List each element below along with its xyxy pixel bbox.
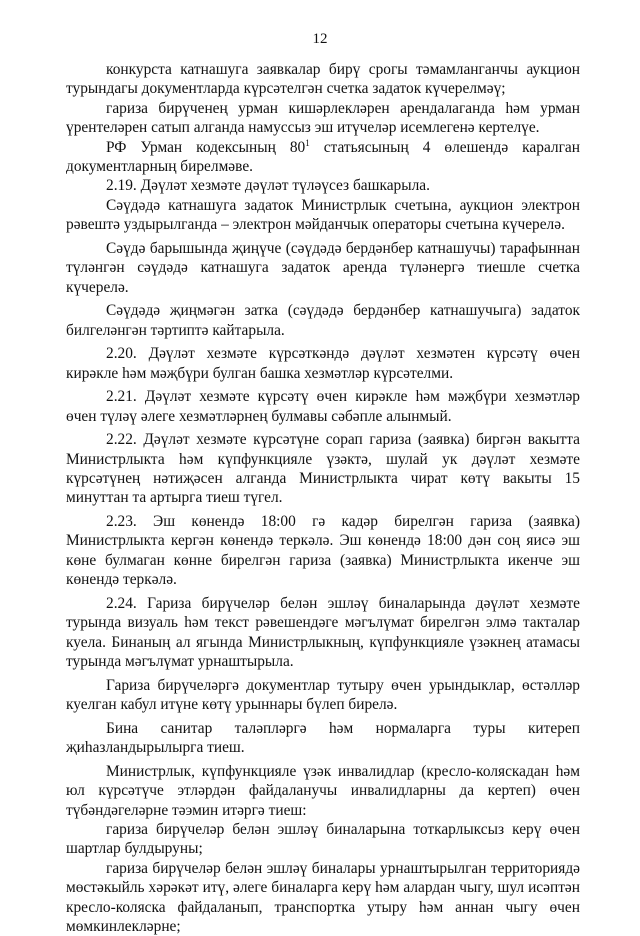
paragraph: гариза бирүченең урман кишәрлекләрен арендалаганда һәм урман үрентеләрен сатып алганда намуссыз эш итүчеләр исемлегенә кертелүе. xyxy=(66,99,580,137)
paragraph-text: статьясының 4 өлешендә каралган документларның бирелмәве. xyxy=(66,138,580,176)
paragraph: гариза бирүчеләр белән эшләү биналары урнаштырылган территориядә мөстәкыйль хәрәкәт итү, әлеге биналарга керү һәм алардан чыгу, шул исәптән кресло-коляска файдаланып, транспортка утыру һәм аннан чыгу өчен мөмкинлекләрне; xyxy=(66,859,580,935)
paragraph: Гариза бирүчеләргә документлар тутыру өчен урындыклар, өстәлләр куелган кабул итүне көтү урыннары бүлеп бирелә. xyxy=(66,676,580,714)
superscript: 1 xyxy=(305,137,310,148)
document-body xyxy=(66,60,580,936)
paragraph: Сәүдәдә катнашуга задаток Министрлык счетына, аукцион электрон рәвештә уздырылганда – электрон мәйданчык операторы счетына күчерелә. xyxy=(66,196,580,234)
paragraph: Бина санитар таләпләргә һәм нормаларга туры китереп җиһазландырылырга тиеш. xyxy=(66,719,580,757)
page-number: 12 xyxy=(312,31,328,47)
paragraph: Сәүдә барышында җиңүче (сәүдәдә бердәнбер катнашучы) тарафыннан түләнгән сәүдәдә катнашуга задаток аренда түләнергә тиешле счетка күчерелә. xyxy=(66,239,580,296)
paragraph xyxy=(66,138,580,177)
paragraph: 2.19. Дәүләт хезмәте дәүләт түләүсез башкарыла. xyxy=(106,177,430,195)
paragraph: 2.22. Дәүләт хезмәте күрсәтүне сорап гариза (заявка) биргән вакытта Министрлыкта һәм күпфункцияле үзәктә, шулай ук дәүләт хезмәте күрсәтүнең нәтиҗәсен алганда Министрлыкта чират көтү вакыты 15 минуттан та артырга тиеш түгел. xyxy=(66,431,580,507)
paragraph: конкурста катнашуга заявкалар бирү срогы тәмамланганчы аукцион турындагы документларда күрсәтелгән счетка задаток күчерелмәү; xyxy=(66,61,580,98)
paragraph: Сәүдәдә җиңмәгән затка (сәүдәдә бердәнбер катнашучыга) задаток билгеләнгән тәртиптә кайтарыла. xyxy=(66,302,580,339)
paragraph-text: РФ Урман кодексының 80 xyxy=(106,138,306,156)
paragraph: Министрлык, күпфункцияле үзәк инвалидлар (кресло-коляскадан һәм юл күрсәтүче этләрдән файдаланучы инвалидларны да кертеп) өчен түбәндәгеләрне тәэмин итәргә тиеш: xyxy=(66,762,580,819)
paragraph: 2.21. Дәүләт хезмәте күрсәтү өчен кирәкле һәм мәҗбүри хезмәтләр өчен түләү әлеге хезмәтләрнең булмавы сәбәпле алынмый. xyxy=(66,388,580,425)
paragraph: 2.24. Гариза бирүчеләр белән эшләү биналарында дәүләт хезмәте турында визуаль һәм текст рәвешендәге мәгълүмат бирелгән элмә такталар куела. Бинаның ал ягында Министрлыкның, күпфункцияле үзәкнең атамасы турында мәгълүмат урнаштырыла. xyxy=(66,594,580,671)
paragraph: гариза бирүчеләр белән эшләү биналарына тоткарлыксыз керү өчен шартлар булдыруны; xyxy=(66,820,580,858)
paragraph: 2.23. Эш көнендә 18:00 гә кадәр бирелгән гариза (заявка) Министрлыкта кергән көнендә теркәлә. Эш көнендә 18:00 дән соң яисә эш көне булмаган көнне бирелгән гариза (заявка) Министрлыкта икенче эш көнендә теркәлә. xyxy=(66,513,580,589)
paragraph: 2.20. Дәүләт хезмәте күрсәткәндә дәүләт хезмәтен күрсәтү өчен кирәкле һәм мәҗбүри булган башка хезмәтләр күрсәтелми. xyxy=(66,345,580,382)
